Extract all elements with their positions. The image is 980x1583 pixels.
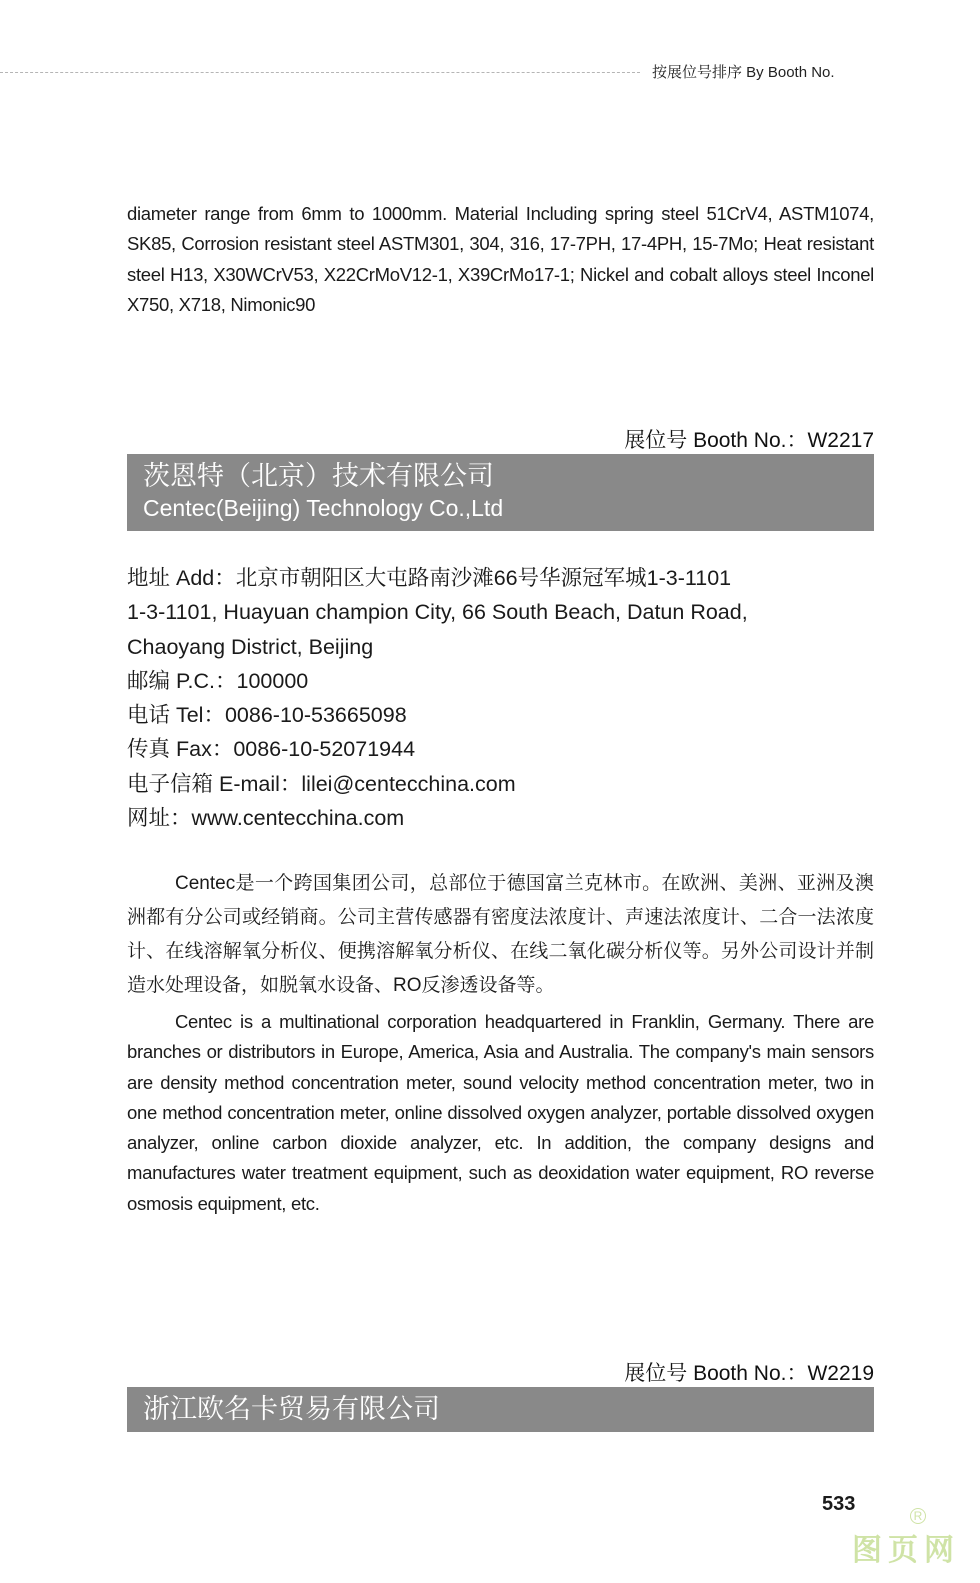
description-en (127, 1007, 874, 1219)
booth-number-w2219: 展位号 Booth No.：W2219 (624, 1362, 874, 1385)
company-name-cn: 茨恩特（北京）技术有限公司 (143, 461, 494, 491)
booth-number-w2217: 展位号 Booth No.：W2217 (624, 429, 874, 452)
address-en-line2: Chaoyang District, Beijing (127, 634, 374, 659)
address-en-line1: 1-3-1101, Huayuan champion City, 66 South Beach, Datun Road, (127, 600, 748, 625)
previous-entry-continuation: diameter range from 6mm to 1000mm. Material Including spring steel 51CrV4, ASTM1074, SK85, Corrosion resistant steel ASTM301, 304, 316, 17-7PH, 17-4PH, 15-7Mo; Heat resistant steel H13, X30WCrV53, X22CrMoV12-1, X39CrMo17-1; Nickel and cobalt alloys steel Inconel X750, X718, Nimonic90 (127, 203, 874, 315)
postcode: 邮编 P.C.：100000 (127, 668, 309, 693)
email: 电子信箱 E-mail：lilei@centecchina.com (127, 771, 516, 796)
contact-block (127, 561, 887, 835)
registered-mark-icon: R (910, 1508, 926, 1524)
page-number: 533 (822, 1493, 856, 1515)
company-name-en: Centec(Beijing) Technology Co.,Ltd (143, 495, 504, 521)
section-header-label: 按展位号排序 By Booth No. (652, 64, 835, 81)
company-name-cn: 浙江欧名卡贸易有限公司 (143, 1394, 440, 1424)
website: 网址：www.centecchina.com (127, 806, 405, 831)
header-divider (0, 72, 640, 73)
description-cn (127, 867, 874, 1003)
company-banner-oumingka (127, 1387, 874, 1432)
fax: 传真 Fax：0086-10-52071944 (127, 737, 416, 762)
description-en-text: Centec is a multinational corporation headquartered in Franklin, Germany. There are branches or distributors in Europe, America, Asia and Australia. The company's main sensors are density method concentration meter, sound velocity method concentration meter, two in one method concentration meter, online dissolved oxygen analyzer, portable dissolved oxygen analyzer, online carbon dioxide analyzer, etc. In addition, the company designs and manufactures water treatment equipment, such as deoxidation water equipment, RO reverse osmosis equipment, etc. (127, 1011, 874, 1214)
watermark-logo: 图页网 (852, 1534, 960, 1567)
description-cn-text: Centec是一个跨国集团公司，总部位于德国富兰克林市。在欧洲、美洲、亚洲及澳洲都有分公司或经销商。公司主营传感器有密度法浓度计、声速法浓度计、二合一法浓度计、在线溶解氧分析仪、便携溶解氧分析仪、在线二氧化碳分析仪等。另外公司设计并制造水处理设备，如脱氧水设备、RO反渗透设备等。 (127, 873, 874, 996)
address-cn: 地址 Add：北京市朝阳区大屯路南沙滩66号华源冠军城1-3-1101 (127, 566, 732, 590)
company-banner-centec (127, 454, 874, 531)
telephone: 电话 Tel：0086-10-53665098 (127, 703, 407, 728)
